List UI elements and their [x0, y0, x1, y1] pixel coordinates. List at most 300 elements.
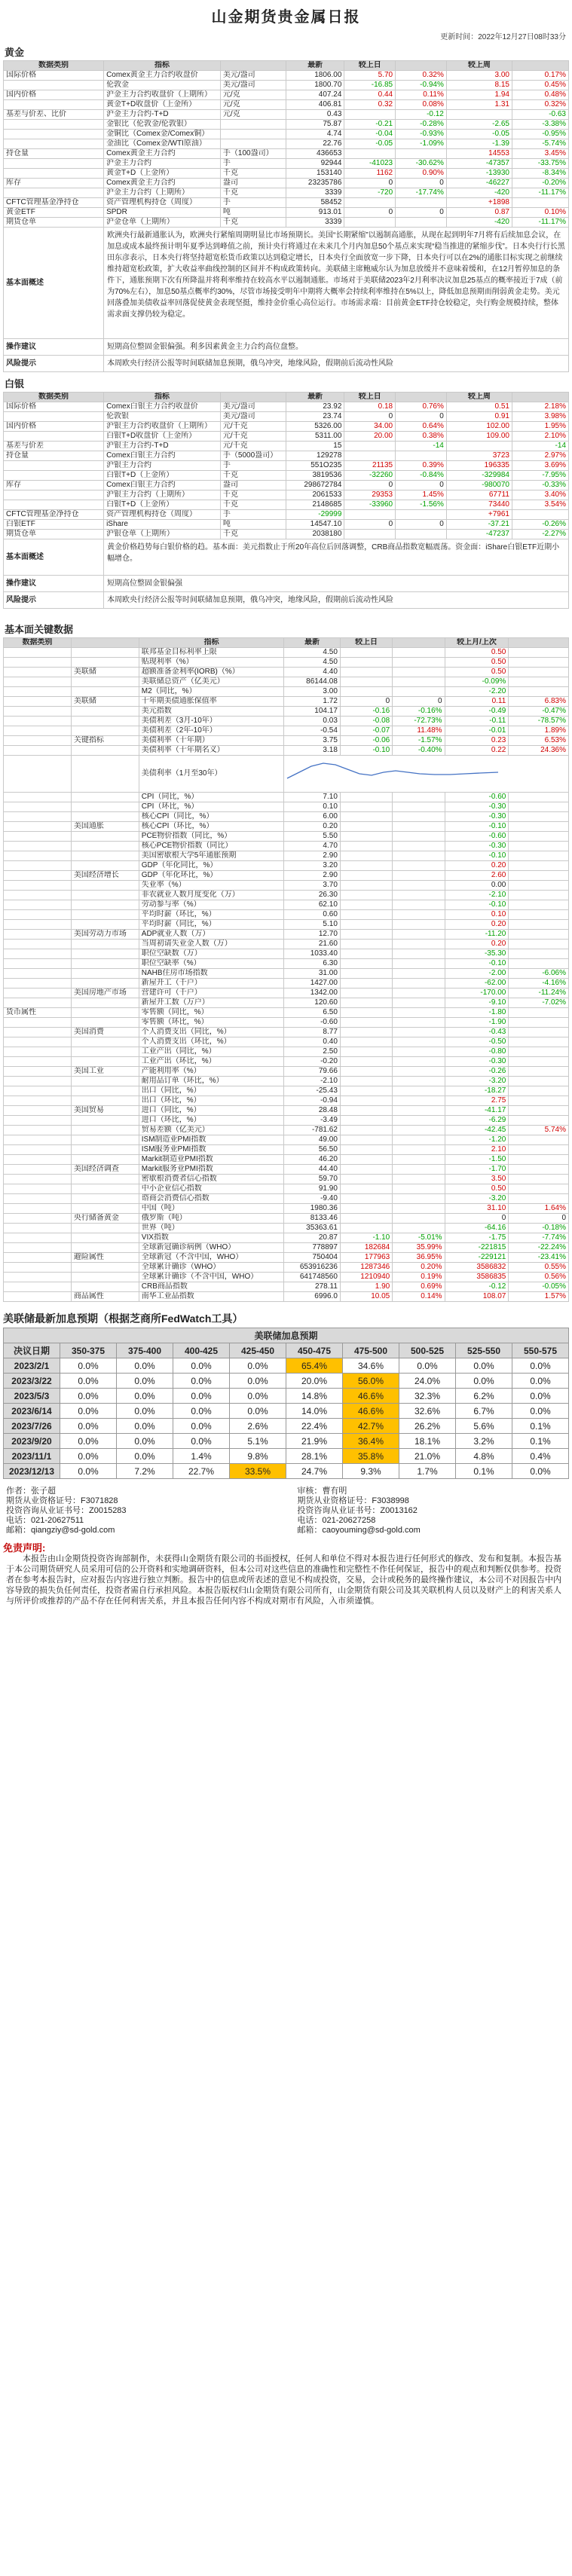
indicator-cell: GDP（年化同比，%）	[139, 861, 284, 871]
value-cell: 3.00	[446, 71, 512, 81]
category-cell	[4, 139, 104, 149]
category-cell: 期货仓单	[4, 530, 104, 539]
category-cell	[71, 1135, 139, 1145]
value-cell: +7961	[446, 510, 512, 520]
table-row	[4, 1263, 569, 1273]
value-cell: -0.40%	[393, 746, 445, 756]
probability-cell: 14.0%	[286, 1404, 343, 1419]
probability-cell: 0.0%	[512, 1374, 569, 1389]
indicator-cell: 中国（吨）	[139, 1204, 284, 1214]
group-cell	[4, 1165, 72, 1175]
group-cell	[4, 1184, 72, 1194]
category-cell	[71, 979, 139, 989]
value-cell: 6.53%	[509, 736, 569, 746]
category-cell	[71, 1263, 139, 1273]
value-cell: 182684	[340, 1243, 392, 1253]
value-cell: -0.47%	[509, 707, 569, 717]
value-cell: -1.80	[445, 1008, 509, 1018]
value-cell	[393, 871, 445, 881]
value-cell	[340, 1214, 392, 1224]
value-cell: 778897	[284, 1243, 340, 1253]
value-cell: 千克	[220, 188, 286, 198]
table-row	[4, 510, 569, 520]
text-row	[4, 576, 569, 592]
value-cell	[340, 1096, 392, 1106]
value-cell	[340, 793, 392, 802]
group-cell	[4, 1037, 72, 1047]
value-cell	[393, 1008, 445, 1018]
category-cell	[71, 1155, 139, 1165]
value-cell	[509, 910, 569, 920]
indicator-cell: 金油比（Comex金/WTI原油）	[104, 139, 221, 149]
value-cell: -0.18%	[509, 1224, 569, 1233]
category-cell: 持仓量	[4, 451, 104, 461]
header-cell: 较上日	[340, 638, 392, 648]
value-cell: 6996.0	[284, 1292, 340, 1302]
value-cell: 26.30	[284, 891, 340, 900]
probability-cell: 0.0%	[117, 1419, 173, 1434]
fed-header-cell: 525-550	[456, 1343, 512, 1358]
group-cell	[4, 1273, 72, 1282]
probability-cell: 0.0%	[117, 1449, 173, 1464]
indicator-cell: CPI（同比，%）	[139, 793, 284, 802]
table-row	[4, 677, 569, 687]
value-cell: 1.95%	[512, 422, 568, 432]
silver-section-title: 白银	[5, 378, 25, 390]
value-cell: 1980.36	[284, 1204, 340, 1214]
decision-date: 2023/9/20	[4, 1434, 60, 1449]
value-cell	[509, 1194, 569, 1204]
category-cell	[71, 851, 139, 861]
fed-row	[4, 1449, 569, 1464]
value-cell	[340, 998, 392, 1008]
probability-cell: 0.0%	[173, 1419, 230, 1434]
value-cell	[393, 842, 445, 851]
table-row	[4, 100, 569, 110]
text-content: 黄金价格趋势每白银价格的趋。基本面：美元指数止于所20年高位后回落调整，CRB商品指数宽幅震荡。资金面：iShare白银ETF近期小幅增仓。	[104, 539, 569, 576]
category-cell: CFTC管理基金净持仓	[4, 510, 104, 520]
category-cell	[71, 746, 139, 756]
group-cell	[4, 707, 72, 717]
value-cell: 0	[396, 481, 447, 490]
probability-cell: 14.8%	[286, 1389, 343, 1404]
header-cell	[512, 393, 568, 402]
value-cell: 3586832	[445, 1263, 509, 1273]
value-cell: 31.00	[284, 969, 340, 979]
value-cell: 79.66	[284, 1067, 340, 1077]
table-row	[4, 822, 569, 832]
contact-line: 电话：021-20627511	[6, 1516, 84, 1525]
indicator-cell: 沪金主力合约（上期所）	[104, 188, 221, 198]
group-cell	[4, 881, 72, 891]
table-row	[4, 208, 569, 218]
table-row	[4, 530, 569, 539]
value-cell	[509, 1008, 569, 1018]
value-cell: -0.10	[445, 822, 509, 832]
value-cell: 92944	[286, 159, 344, 169]
value-cell: 盎司	[220, 179, 286, 188]
table-row	[4, 668, 569, 677]
value-cell	[393, 969, 445, 979]
indicator-cell: 金银比（伦敦金/伦敦银）	[104, 120, 221, 130]
contact-line: 邮箱：caoyouming@sd-gold.com	[297, 1526, 421, 1535]
table-row	[4, 881, 569, 891]
value-cell	[393, 668, 445, 677]
value-cell: 73440	[446, 500, 512, 510]
value-cell: -170.00	[445, 989, 509, 998]
value-cell: 86144.08	[284, 677, 340, 687]
text-label: 基本面概述	[4, 228, 104, 339]
value-cell: 0.00	[445, 881, 509, 891]
text-row	[4, 339, 569, 356]
fundamentals-table	[3, 637, 569, 1302]
indicator-cell: 贸易差额（亿美元）	[139, 1126, 284, 1135]
indicator-cell: 伦敦银	[104, 412, 221, 422]
value-cell: 15	[286, 442, 344, 451]
value-cell	[340, 677, 392, 687]
fed-header-cell: 决议日期	[4, 1343, 60, 1358]
probability-cell: 0.0%	[60, 1449, 117, 1464]
value-cell	[393, 949, 445, 959]
probability-cell: 0.0%	[173, 1434, 230, 1449]
indicator-cell: 贴现利率（%）	[139, 658, 284, 668]
value-cell	[509, 648, 569, 658]
indicator-cell: 美债利差（3月-10年）	[139, 717, 284, 726]
probability-cell: 7.2%	[117, 1464, 173, 1479]
value-cell: 0.48%	[512, 90, 568, 100]
table-row	[4, 861, 569, 871]
value-cell: 22.76	[286, 139, 344, 149]
probability-cell: 32.6%	[399, 1404, 456, 1419]
value-cell: 2.90	[284, 851, 340, 861]
value-cell	[340, 969, 392, 979]
value-cell: -2.00	[445, 969, 509, 979]
category-cell	[4, 100, 104, 110]
group-cell	[4, 1282, 72, 1292]
category-cell	[71, 1008, 139, 1018]
table-row	[4, 1145, 569, 1155]
table-row	[4, 1116, 569, 1126]
value-cell: -32260	[344, 471, 396, 481]
header-cell: 指标	[104, 393, 221, 402]
probability-cell: 42.7%	[343, 1419, 399, 1434]
indicator-cell: NAHB住房市场指数	[139, 969, 284, 979]
value-cell	[340, 1184, 392, 1194]
table-row	[4, 422, 569, 432]
probability-cell: 0.0%	[512, 1389, 569, 1404]
table-row	[4, 1135, 569, 1145]
value-cell: 3.50	[445, 1175, 509, 1184]
indicator-cell: 个人消费支出（环比，%）	[139, 1037, 284, 1047]
table-row	[4, 1214, 569, 1224]
value-cell: 0.40	[284, 1037, 340, 1047]
value-cell: -9.10	[445, 998, 509, 1008]
value-cell: 0	[393, 697, 445, 707]
category-cell	[71, 687, 139, 697]
value-cell	[509, 1145, 569, 1155]
probability-cell: 24.7%	[286, 1464, 343, 1479]
decision-date: 2023/7/26	[4, 1419, 60, 1434]
category-cell	[71, 1047, 139, 1057]
value-cell: 8.77	[284, 1028, 340, 1037]
value-cell	[509, 920, 569, 930]
value-cell: 31.10	[445, 1204, 509, 1214]
text-content: 短期高位整固金银偏强。利多因素黄金主力合约高位盘整。	[104, 339, 569, 356]
value-cell: 1.72	[284, 697, 340, 707]
value-cell: -1.10	[340, 1233, 392, 1243]
value-cell	[509, 1165, 569, 1175]
value-cell: 29353	[344, 490, 396, 500]
value-cell: -16.85	[344, 81, 396, 90]
indicator-cell: 出口（环比，%）	[139, 1096, 284, 1106]
value-cell: 2.75	[445, 1096, 509, 1106]
value-cell: 6.30	[284, 959, 340, 969]
category-cell: 期货仓单	[4, 218, 104, 228]
value-cell	[340, 648, 392, 658]
indicator-cell: 非农就业人数月度变化（万）	[139, 891, 284, 900]
group-cell	[4, 1077, 72, 1086]
probability-cell: 0.0%	[230, 1358, 286, 1374]
table-row	[4, 432, 569, 442]
table-row	[4, 1243, 569, 1253]
probability-cell: 0.0%	[60, 1464, 117, 1479]
category-cell: 美联储	[71, 697, 139, 707]
header-cell	[71, 638, 139, 648]
category-cell: 关键指标	[71, 736, 139, 746]
value-cell: 0.90%	[396, 169, 447, 179]
category-cell	[4, 412, 104, 422]
value-cell: 3.98%	[512, 412, 568, 422]
value-cell: 0.76%	[396, 402, 447, 412]
value-cell: -11.17%	[512, 218, 568, 228]
value-cell: 0.03	[284, 717, 340, 726]
indicator-cell: 谘商会消费信心指数	[139, 1194, 284, 1204]
indicator-cell: 全球累计确诊（不含中国，WHO）	[139, 1273, 284, 1282]
value-cell: 23.92	[286, 402, 344, 412]
value-cell: 2038180	[286, 530, 344, 539]
text-content: 本周欧央行经济公报等时间联储加息预期，俄乌冲突，地缘风险，假期前后流动性风险	[104, 592, 569, 609]
table-row	[4, 969, 569, 979]
value-cell: 28.48	[284, 1106, 340, 1116]
value-cell: 0.11%	[396, 90, 447, 100]
category-cell	[4, 490, 104, 500]
text-label: 基本面概述	[4, 539, 104, 576]
value-cell	[393, 812, 445, 822]
group-cell	[4, 1233, 72, 1243]
value-cell: 67711	[446, 490, 512, 500]
probability-cell: 0.0%	[173, 1358, 230, 1374]
value-cell: 元/克	[220, 110, 286, 120]
gold-section-title: 黄金	[5, 47, 25, 58]
value-cell	[396, 510, 447, 520]
probability-cell: 0.1%	[456, 1464, 512, 1479]
header-cell: 较上日	[344, 61, 396, 71]
value-cell: -47237	[446, 530, 512, 539]
table-row	[4, 998, 569, 1008]
table-row	[4, 1165, 569, 1175]
value-cell: -35.30	[445, 949, 509, 959]
value-cell: 元/克	[220, 100, 286, 110]
header-row	[4, 393, 569, 402]
value-cell: 0.10	[284, 802, 340, 812]
group-cell	[4, 1145, 72, 1155]
indicator-cell: 进口（同比，%）	[139, 1106, 284, 1116]
category-cell	[71, 940, 139, 949]
value-cell: 1.57%	[509, 1292, 569, 1302]
fed-header-cell: 500-525	[399, 1343, 456, 1358]
value-cell	[340, 1135, 392, 1145]
probability-cell: 0.4%	[512, 1449, 569, 1464]
indicator-cell: VIX指数	[139, 1233, 284, 1243]
fed-row	[4, 1419, 569, 1434]
indicator-cell: 全球累计确诊（WHO）	[139, 1263, 284, 1273]
indicator-cell: iShare	[104, 520, 221, 530]
fed-row	[4, 1464, 569, 1479]
value-cell: -0.16	[340, 707, 392, 717]
value-cell	[509, 930, 569, 940]
table-row	[4, 979, 569, 989]
value-cell: 1.94	[446, 90, 512, 100]
value-cell: -5.01%	[393, 1233, 445, 1243]
probability-cell: 5.1%	[230, 1434, 286, 1449]
fed-row	[4, 1389, 569, 1404]
value-cell: 0	[344, 208, 396, 218]
value-cell: 2.10%	[512, 432, 568, 442]
value-cell	[393, 1018, 445, 1028]
value-cell	[340, 920, 392, 930]
value-cell: -1.57%	[393, 736, 445, 746]
table-row	[4, 920, 569, 930]
table-row	[4, 451, 569, 461]
yield-curve-line	[284, 756, 503, 789]
category-cell	[71, 969, 139, 979]
group-cell	[4, 1263, 72, 1273]
value-cell: 0.64%	[396, 422, 447, 432]
category-cell	[71, 998, 139, 1008]
text-content: 欧洲央行最新通胀认为，欧洲央行紧缩周期明显比市场预期长。美国“长期紧缩”以遏制高通胀，从现在起到明年7月将有后续加息会议，在加息或成本最终预计明年夏季达到峰值之前，预计央行将通过在未来几个月内加息50个基点来实现“稳当推进的紧缩步伐”。日本央行行长黑田东彦表示，日本央行将坚持超宽松货币政策以达到稳定增长，日本央行全面放宽一步下降，日本央行可以在2%的通胀目标实现之前继续维持超宽松政策，扩大收益率曲线控制的区间并不构成政策转向。美联储主席鲍威尔认为加息放缓并不意味着缓和，在12月暂停加息的条件下，通胀预期下次有所降温并将利率维持在较高水平以遏制通胀。市场对于美联储2023年2月利率决议加息25基点的概率接近于7成（前为70%左右），加息50基点概率约30%，尽管市场接受明年中期将大概率会持续利率维持在5%以上，降低加息预期而削弱黄金走势。美元回落叠加美债收益率回落促使黄金表现坚挺，维持金价重心高位运行。市场需求端：目前黄金ETF持仓较稳定，央行购金规模持续，整体需求面支撑仍较为稳定。	[104, 228, 569, 339]
category-cell: 美国经济增长	[71, 871, 139, 881]
disclaimer-title: 免责声明:	[3, 1542, 46, 1554]
value-cell: 元/千克	[220, 422, 286, 432]
value-cell	[509, 891, 569, 900]
value-cell	[446, 442, 512, 451]
value-cell	[340, 1165, 392, 1175]
group-cell	[4, 1086, 72, 1096]
value-cell: 千克	[220, 530, 286, 539]
category-cell	[71, 1018, 139, 1028]
table-row	[4, 1233, 569, 1243]
table-row	[4, 989, 569, 998]
table-row	[4, 1155, 569, 1165]
indicator-cell: 新屋开工（千户）	[139, 979, 284, 989]
probability-cell: 0.0%	[512, 1404, 569, 1419]
value-cell	[340, 989, 392, 998]
value-cell: 0	[509, 1214, 569, 1224]
table-row	[4, 910, 569, 920]
value-cell	[509, 668, 569, 677]
contact-line: 审核：曹有明	[297, 1487, 347, 1496]
category-cell	[71, 891, 139, 900]
text-label: 风险提示	[4, 592, 104, 609]
value-cell	[509, 871, 569, 881]
value-cell	[344, 110, 396, 120]
value-cell: 23235786	[286, 179, 344, 188]
value-cell: 2.60	[445, 871, 509, 881]
probability-cell: 0.0%	[173, 1404, 230, 1419]
value-cell: 0.45%	[512, 81, 568, 90]
value-cell	[512, 510, 568, 520]
text-content: 短期高位整固金银偏强	[104, 576, 569, 592]
value-cell: 4.40	[284, 668, 340, 677]
probability-cell: 5.6%	[456, 1419, 512, 1434]
value-cell	[344, 451, 396, 461]
text-row	[4, 228, 569, 339]
value-cell: -3.20	[445, 1194, 509, 1204]
table-row	[4, 490, 569, 500]
value-cell: 千克	[220, 218, 286, 228]
group-cell	[4, 871, 72, 881]
category-cell	[71, 1037, 139, 1047]
indicator-cell: 俄罗斯（吨）	[139, 1214, 284, 1224]
value-cell: 0	[396, 208, 447, 218]
indicator-cell: 金铜比（Comex金/Comex铜）	[104, 130, 221, 139]
group-cell	[4, 1253, 72, 1263]
table-row	[4, 169, 569, 179]
indicator-cell: 核心CPI（同比，%）	[139, 812, 284, 822]
indicator-cell: 零售额（同比，%）	[139, 1008, 284, 1018]
value-cell: 120.60	[284, 998, 340, 1008]
value-cell: -0.43	[445, 1028, 509, 1037]
indicator-cell: PCE物价指数（同比，%）	[139, 832, 284, 842]
category-cell: 基差与价差、比价	[4, 110, 104, 120]
indicator-cell: 核心CPI（环比，%）	[139, 822, 284, 832]
probability-cell: 46.6%	[343, 1404, 399, 1419]
category-cell	[71, 861, 139, 871]
probability-cell: 22.7%	[173, 1464, 230, 1479]
group-cell	[4, 802, 72, 812]
group-cell	[4, 989, 72, 998]
value-cell: 0.50	[445, 648, 509, 658]
category-cell	[4, 81, 104, 90]
indicator-cell: 美债利率（十年期名义）	[139, 746, 284, 756]
value-cell: 0.20	[445, 861, 509, 871]
value-cell: -29999	[286, 510, 344, 520]
table-row	[4, 871, 569, 881]
header-cell	[396, 61, 447, 71]
contact-line: 邮箱：qiangziy@sd-gold.com	[6, 1526, 115, 1535]
value-cell	[393, 648, 445, 658]
table-row	[4, 1204, 569, 1214]
category-cell	[4, 432, 104, 442]
table-row	[4, 687, 569, 697]
fed-header-cell: 350-375	[60, 1343, 117, 1358]
value-cell: -0.93%	[396, 130, 447, 139]
value-cell: -0.30	[445, 802, 509, 812]
table-row	[4, 746, 569, 756]
category-cell	[71, 1175, 139, 1184]
value-cell	[396, 451, 447, 461]
value-cell: 0.23	[445, 736, 509, 746]
value-cell: 2148685	[286, 500, 344, 510]
fed-header-row	[4, 1343, 569, 1358]
value-cell: 3339	[286, 188, 344, 198]
value-cell: 91.90	[284, 1184, 340, 1194]
value-cell: -9.40	[284, 1194, 340, 1204]
value-cell	[509, 658, 569, 668]
value-cell	[396, 198, 447, 208]
value-cell: -720	[344, 188, 396, 198]
category-cell	[71, 1077, 139, 1086]
